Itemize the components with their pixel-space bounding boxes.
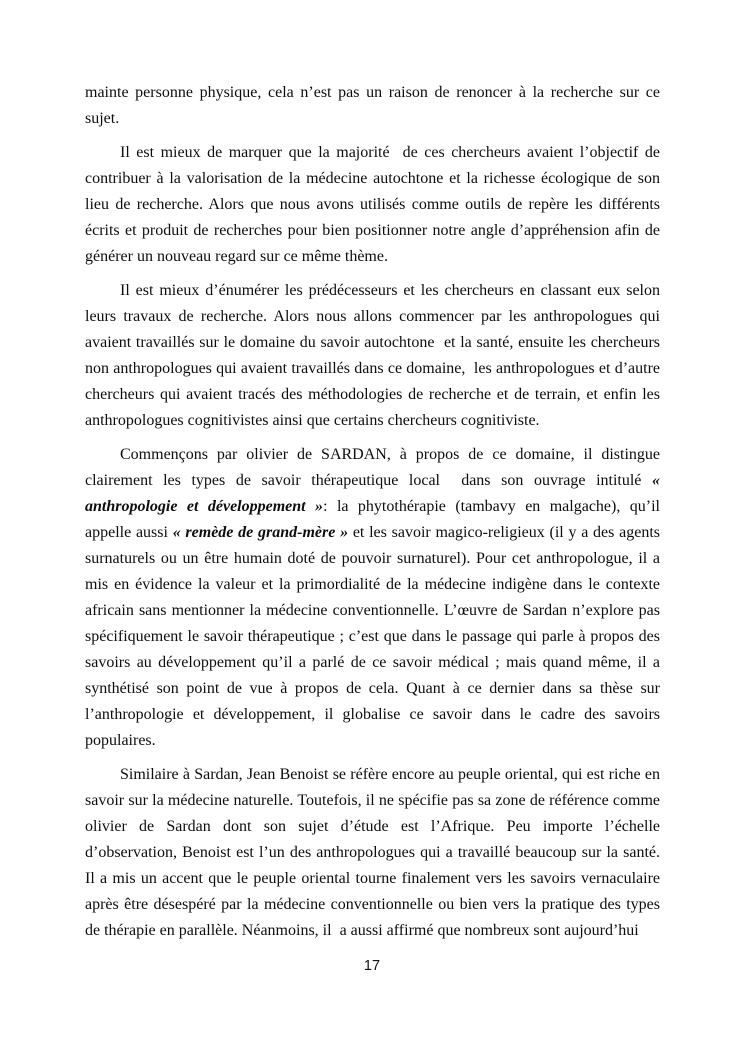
paragraph [85, 762, 664, 944]
text-run: et les savoir magico-religieux (il y a des agents surnaturels ou un être humain doté de pouvoir surnaturel). Pour cet anthropologue, il a mis en évidence la valeur et la primordialité de la médecine indigène dans le contexte africain sans mentionner la médecine conventionnelle. L’œuvre de Sardan n’explore pas spécifiquement le savoir thérapeutique ; c’est que dans le passage qui parle à propos des savoirs au développement qu’il a parlé de ce savoir médical ; mais quand même, il a synthétisé son point de vue à propos de cela. Quant à ce dernier dans sa thèse sur l’anthropologie et développement, il globalise ce savoir dans le cadre des savoirs populaires. [85, 524, 665, 749]
paragraph [85, 140, 664, 270]
text-run: Il est mieux de marquer que la majorité de ces chercheurs avaient l’objectif de contribuer à la valorisation de la médecine autochtone et la richesse écologique de son lieu de recherche. Alors que nous avons utilisés comme outils de repère les différents écrits et produit de recherches pour bien positionner notre angle d’appréhension afin de générer un nouveau regard sur ce même thème. [85, 144, 664, 265]
quoted-term: « remède de grand-mère » [172, 524, 349, 541]
text-run: : la phytothérapie (tambavy en malgache), qu’il appelle aussi [85, 498, 665, 541]
page-body [85, 80, 668, 952]
paragraph-continuation [85, 80, 664, 132]
text-run: Similaire à Sardan, Jean Benoist se réfère encore au peuple oriental, qui est riche en savoir sur la médecine naturelle. Toutefois, il ne spécifie pas sa zone de référence comme olivier de Sardan dont son sujet d’étude est l’Afrique. Peu importe l’échelle d’observation, Benoist est l’un des anthropologues qui a travaillé beaucoup sur la santé. Il a mis un accent que le peuple oriental tourne finalement vers les savoirs vernaculaire après être désespéré par la médecine conventionnelle ou bien vers la pratique des types de thérapie en parallèle. Néanmoins, il a aussi affirmé que nombreux sont aujourd’hui [85, 766, 664, 939]
paragraph [85, 278, 668, 434]
paragraph [85, 442, 665, 754]
text-run: Commençons par olivier de SARDAN, à propos de ce domaine, il distingue clairement les types de savoir thérapeutique local dans son ouvrage intitulé [85, 446, 664, 489]
page-number: 17 [363, 958, 381, 974]
text-run: mainte personne physique, cela n’est pas un raison de renoncer à la recherche sur ce sujet. [85, 84, 664, 127]
text-run: Il est mieux d’énumérer les prédécesseurs et les chercheurs en classant eux selon leurs travaux de recherche. Alors nous allons commencer par les anthropologues qui avaient travaillés sur le domaine du savoir autochtone et la santé, ensuite les chercheurs non anthropologues qui avaient travaillés dans ce domaine, les anthropologues et d’autre chercheurs qui avaient tracés des méthodologies de recherche et de terrain, et enfin les anthropologues cognitivistes ainsi que certains chercheurs cognitiviste. [85, 282, 668, 429]
book-title-quote: « anthropologie et développement » [85, 472, 664, 515]
